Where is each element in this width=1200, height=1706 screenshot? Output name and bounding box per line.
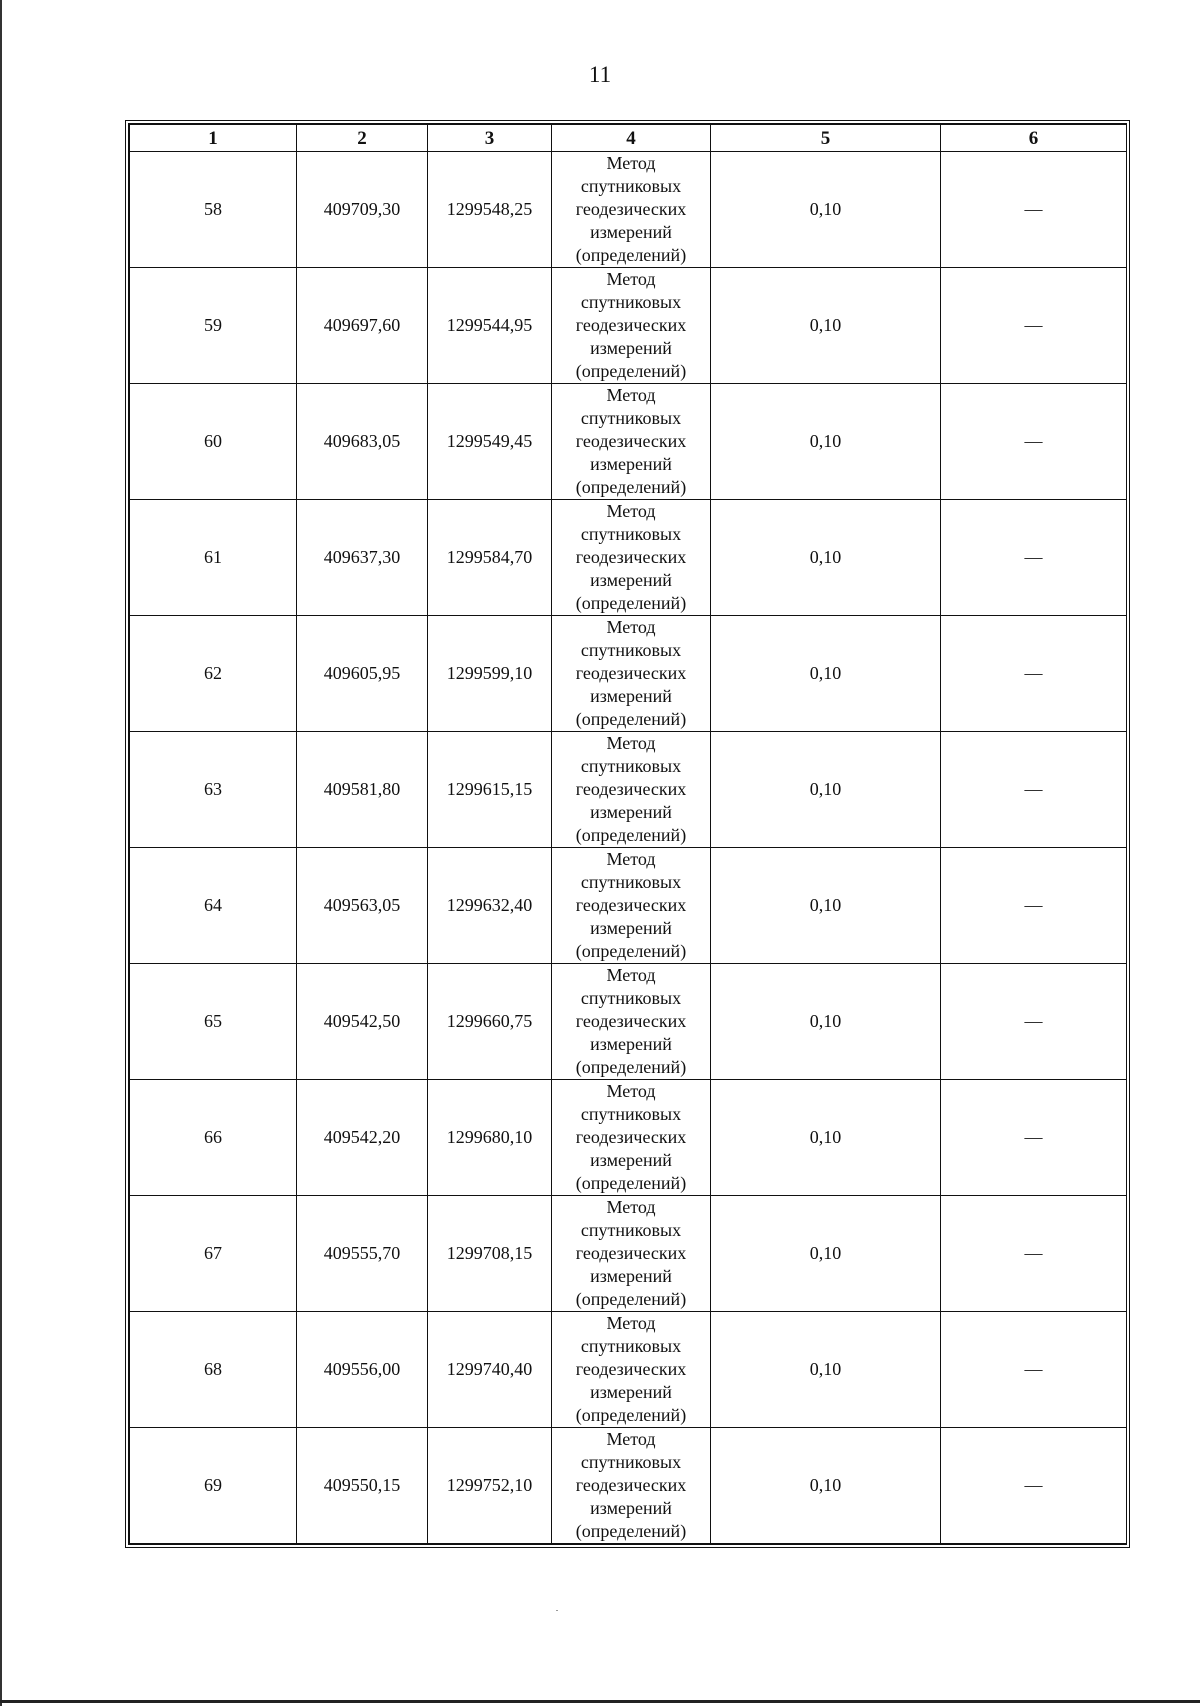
note-cell: — bbox=[941, 1080, 1127, 1196]
table-row bbox=[130, 500, 1127, 616]
x-coordinate-cell: 409550,15 bbox=[297, 1428, 428, 1544]
method-cell bbox=[552, 1428, 711, 1544]
table-body bbox=[130, 152, 1127, 1544]
header-cell: 1 bbox=[130, 125, 297, 152]
y-coordinate-cell: 1299544,95 bbox=[428, 268, 552, 384]
table-row bbox=[130, 1428, 1127, 1544]
method-line: спутниковых bbox=[580, 988, 682, 1008]
accuracy-cell: 0,10 bbox=[711, 384, 941, 500]
method-line: геодезических bbox=[575, 779, 687, 799]
x-coordinate-cell: 409697,60 bbox=[297, 268, 428, 384]
point-number-cell: 62 bbox=[130, 616, 297, 732]
method-line: измерений bbox=[590, 802, 672, 822]
method-line: геодезических bbox=[575, 663, 687, 683]
method-cell bbox=[552, 268, 711, 384]
method-cell bbox=[552, 1196, 711, 1312]
method-line: (определений) bbox=[575, 709, 687, 729]
accuracy-cell: 0,10 bbox=[711, 152, 941, 268]
y-coordinate-cell: 1299740,40 bbox=[428, 1312, 552, 1428]
header-row bbox=[130, 125, 1127, 152]
scan-bottom-edge bbox=[0, 1700, 1200, 1703]
table-row bbox=[130, 1080, 1127, 1196]
accuracy-cell: 0,10 bbox=[711, 1428, 941, 1544]
method-line: (определений) bbox=[575, 1057, 687, 1077]
header-cell: 5 bbox=[711, 125, 941, 152]
point-number-cell: 64 bbox=[130, 848, 297, 964]
note-cell: — bbox=[941, 384, 1127, 500]
x-coordinate-cell: 409605,95 bbox=[297, 616, 428, 732]
method-line: Метод bbox=[606, 849, 656, 869]
accuracy-cell: 0,10 bbox=[711, 268, 941, 384]
y-coordinate-cell: 1299632,40 bbox=[428, 848, 552, 964]
note-cell: — bbox=[941, 1428, 1127, 1544]
header-cell: 4 bbox=[552, 125, 711, 152]
method-line: (определений) bbox=[575, 245, 687, 265]
method-line: (определений) bbox=[575, 941, 687, 961]
point-number-cell: 63 bbox=[130, 732, 297, 848]
y-coordinate-cell: 1299548,25 bbox=[428, 152, 552, 268]
point-number-cell: 67 bbox=[130, 1196, 297, 1312]
header-cell: 3 bbox=[428, 125, 552, 152]
method-line: измерений bbox=[590, 1382, 672, 1402]
method-line: спутниковых bbox=[580, 292, 682, 312]
x-coordinate-cell: 409581,80 bbox=[297, 732, 428, 848]
method-line: спутниковых bbox=[580, 524, 682, 544]
note-cell: — bbox=[941, 616, 1127, 732]
point-number-cell: 69 bbox=[130, 1428, 297, 1544]
method-line: (определений) bbox=[575, 361, 687, 381]
method-line: геодезических bbox=[575, 1475, 687, 1495]
table-row bbox=[130, 268, 1127, 384]
method-line: спутниковых bbox=[580, 176, 682, 196]
method-line: спутниковых bbox=[580, 408, 682, 428]
note-cell: — bbox=[941, 732, 1127, 848]
method-line: геодезических bbox=[575, 1011, 687, 1031]
method-line: измерений bbox=[590, 454, 672, 474]
method-line: спутниковых bbox=[580, 640, 682, 660]
x-coordinate-cell: 409683,05 bbox=[297, 384, 428, 500]
point-number-cell: 61 bbox=[130, 500, 297, 616]
coordinates-table-frame bbox=[125, 120, 1130, 1548]
method-line: измерений bbox=[590, 222, 672, 242]
note-cell: — bbox=[941, 500, 1127, 616]
accuracy-cell: 0,10 bbox=[711, 732, 941, 848]
method-line: (определений) bbox=[575, 1289, 687, 1309]
method-line: (определений) bbox=[575, 1405, 687, 1425]
header-cell: 6 bbox=[941, 125, 1127, 152]
method-line: измерений bbox=[590, 1150, 672, 1170]
method-line: геодезических bbox=[575, 895, 687, 915]
method-line: измерений bbox=[590, 1266, 672, 1286]
x-coordinate-cell: 409556,00 bbox=[297, 1312, 428, 1428]
table-row bbox=[130, 384, 1127, 500]
table-row bbox=[130, 152, 1127, 268]
point-number-cell: 60 bbox=[130, 384, 297, 500]
method-line: спутниковых bbox=[580, 1336, 682, 1356]
method-line: Метод bbox=[606, 1429, 656, 1449]
method-line: измерений bbox=[590, 918, 672, 938]
method-cell bbox=[552, 500, 711, 616]
method-line: (определений) bbox=[575, 825, 687, 845]
method-line: Метод bbox=[606, 617, 656, 637]
method-line: спутниковых bbox=[580, 872, 682, 892]
method-line: (определений) bbox=[575, 1521, 687, 1541]
accuracy-cell: 0,10 bbox=[711, 1080, 941, 1196]
accuracy-cell: 0,10 bbox=[711, 848, 941, 964]
method-line: измерений bbox=[590, 1034, 672, 1054]
y-coordinate-cell: 1299615,15 bbox=[428, 732, 552, 848]
table-row bbox=[130, 1312, 1127, 1428]
note-cell: — bbox=[941, 848, 1127, 964]
method-cell bbox=[552, 848, 711, 964]
scan-speck bbox=[556, 1610, 558, 1611]
page-number: 11 bbox=[588, 62, 612, 87]
method-line: измерений bbox=[590, 570, 672, 590]
method-line: геодезических bbox=[575, 431, 687, 451]
method-line: (определений) bbox=[575, 1173, 687, 1193]
method-line: (определений) bbox=[575, 477, 687, 497]
table-row bbox=[130, 616, 1127, 732]
y-coordinate-cell: 1299680,10 bbox=[428, 1080, 552, 1196]
accuracy-cell: 0,10 bbox=[711, 1312, 941, 1428]
method-line: Метод bbox=[606, 269, 656, 289]
y-coordinate-cell: 1299708,15 bbox=[428, 1196, 552, 1312]
header-cell: 2 bbox=[297, 125, 428, 152]
accuracy-cell: 0,10 bbox=[711, 1196, 941, 1312]
method-line: измерений bbox=[590, 1498, 672, 1518]
coordinates-table bbox=[129, 124, 1127, 1544]
scan-left-edge bbox=[0, 0, 2, 1706]
x-coordinate-cell: 409555,70 bbox=[297, 1196, 428, 1312]
x-coordinate-cell: 409709,30 bbox=[297, 152, 428, 268]
method-cell bbox=[552, 1080, 711, 1196]
method-cell bbox=[552, 964, 711, 1080]
method-cell bbox=[552, 732, 711, 848]
point-number-cell: 65 bbox=[130, 964, 297, 1080]
table-row bbox=[130, 732, 1127, 848]
table-row bbox=[130, 1196, 1127, 1312]
method-line: Метод bbox=[606, 153, 656, 173]
accuracy-cell: 0,10 bbox=[711, 616, 941, 732]
y-coordinate-cell: 1299599,10 bbox=[428, 616, 552, 732]
method-cell bbox=[552, 616, 711, 732]
note-cell: — bbox=[941, 268, 1127, 384]
method-line: (определений) bbox=[575, 593, 687, 613]
note-cell: — bbox=[941, 964, 1127, 1080]
method-line: геодезических bbox=[575, 547, 687, 567]
x-coordinate-cell: 409563,05 bbox=[297, 848, 428, 964]
method-line: спутниковых bbox=[580, 1220, 682, 1240]
method-line: геодезических bbox=[575, 1243, 687, 1263]
method-line: Метод bbox=[606, 1313, 656, 1333]
method-line: Метод bbox=[606, 501, 656, 521]
method-line: Метод bbox=[606, 1081, 656, 1101]
method-line: геодезических bbox=[575, 1127, 687, 1147]
y-coordinate-cell: 1299752,10 bbox=[428, 1428, 552, 1544]
method-line: Метод bbox=[606, 733, 656, 753]
method-line: геодезических bbox=[575, 315, 687, 335]
x-coordinate-cell: 409542,20 bbox=[297, 1080, 428, 1196]
table-row bbox=[130, 964, 1127, 1080]
point-number-cell: 59 bbox=[130, 268, 297, 384]
method-line: Метод bbox=[606, 965, 656, 985]
method-line: измерений bbox=[590, 338, 672, 358]
method-line: спутниковых bbox=[580, 1452, 682, 1472]
note-cell: — bbox=[941, 1312, 1127, 1428]
method-line: спутниковых bbox=[580, 1104, 682, 1124]
point-number-cell: 66 bbox=[130, 1080, 297, 1196]
method-line: Метод bbox=[606, 1197, 656, 1217]
method-line: измерений bbox=[590, 686, 672, 706]
method-line: Метод bbox=[606, 385, 656, 405]
method-line: спутниковых bbox=[580, 756, 682, 776]
method-cell bbox=[552, 1312, 711, 1428]
method-line: геодезических bbox=[575, 1359, 687, 1379]
method-cell bbox=[552, 384, 711, 500]
note-cell: — bbox=[941, 152, 1127, 268]
x-coordinate-cell: 409637,30 bbox=[297, 500, 428, 616]
y-coordinate-cell: 1299549,45 bbox=[428, 384, 552, 500]
note-cell: — bbox=[941, 1196, 1127, 1312]
point-number-cell: 68 bbox=[130, 1312, 297, 1428]
method-cell bbox=[552, 152, 711, 268]
accuracy-cell: 0,10 bbox=[711, 500, 941, 616]
point-number-cell: 58 bbox=[130, 152, 297, 268]
table-row bbox=[130, 848, 1127, 964]
y-coordinate-cell: 1299660,75 bbox=[428, 964, 552, 1080]
x-coordinate-cell: 409542,50 bbox=[297, 964, 428, 1080]
method-line: геодезических bbox=[575, 199, 687, 219]
y-coordinate-cell: 1299584,70 bbox=[428, 500, 552, 616]
accuracy-cell: 0,10 bbox=[711, 964, 941, 1080]
